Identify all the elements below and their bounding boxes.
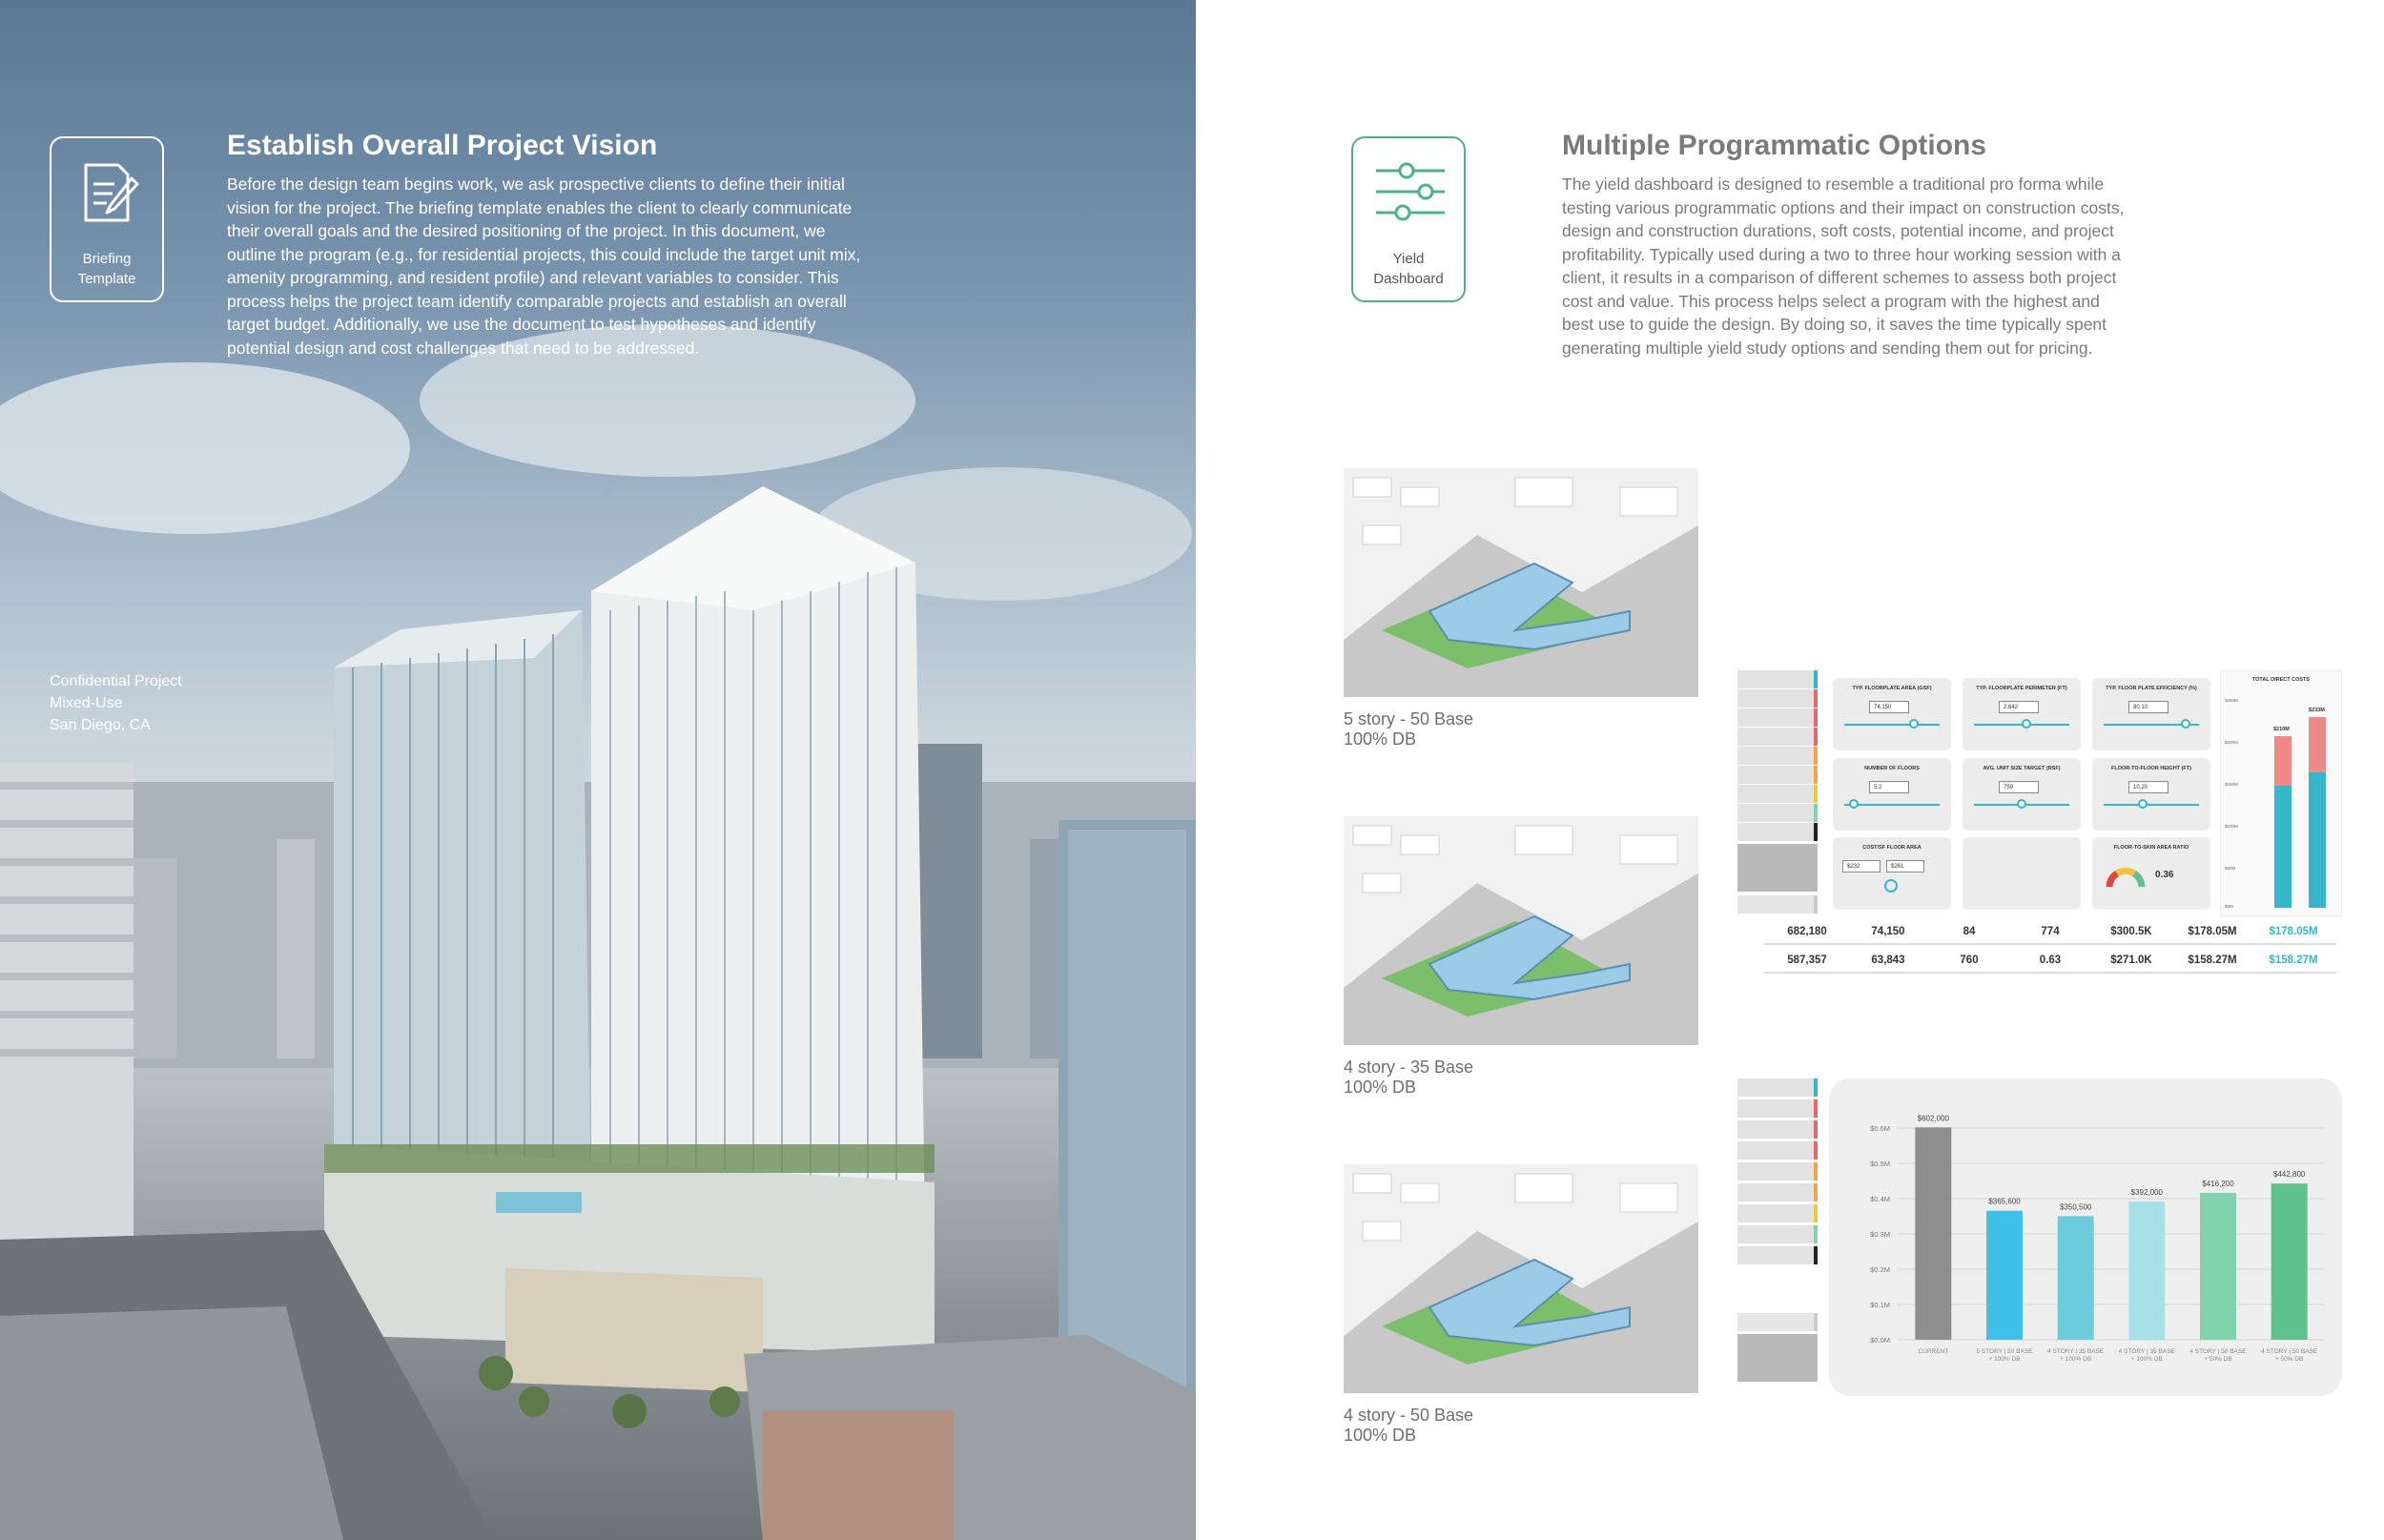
sidebar-nav-item[interactable] bbox=[1737, 823, 1818, 841]
right-body-line: generating multiple yield study options and sending them out for pricing. bbox=[1562, 338, 2093, 358]
slider-handle[interactable] bbox=[2181, 719, 2190, 729]
kpi-value: 63,843 bbox=[1871, 955, 1905, 966]
tdc-y-tick: $250M bbox=[2225, 698, 2238, 703]
right-body-line: cost and value. This process helps select a program with the highest and bbox=[1562, 291, 2100, 311]
scheme-comparison-chart bbox=[1829, 1078, 2342, 1396]
comparison-sidebar bbox=[1737, 1078, 1819, 1393]
sidebar-block bbox=[1737, 844, 1818, 892]
left-section-body bbox=[227, 173, 860, 359]
sidebar-nav-item[interactable] bbox=[1737, 1099, 1818, 1118]
kpi-value: $158.27M bbox=[2188, 955, 2237, 966]
option-2-title: 4 story - 35 Base bbox=[1344, 1057, 1474, 1077]
yield-dashboard-screen bbox=[1737, 670, 2342, 985]
sidebar-nav-item[interactable] bbox=[1737, 785, 1818, 803]
parameter-title: TYP. FLOORPLATE PERIMETER (FT) bbox=[1976, 686, 2067, 691]
kpi-caption bbox=[2250, 943, 2336, 945]
parameter-value-input[interactable]: 2,642 bbox=[1999, 701, 2039, 713]
parameter-slider[interactable] bbox=[1844, 804, 1940, 806]
slider-handle[interactable] bbox=[2022, 719, 2031, 729]
kpi-caption bbox=[2007, 943, 2093, 945]
kpi-caption bbox=[2169, 943, 2255, 945]
bar bbox=[2200, 1193, 2236, 1340]
document-pen-icon bbox=[74, 159, 143, 228]
right-body-line: The yield dashboard is designed to resemble a traditional pro forma while bbox=[1562, 175, 2105, 194]
kpi-caption bbox=[2250, 972, 2336, 974]
yield-label-line2: Dashboard bbox=[1373, 271, 1444, 287]
sliders-icon bbox=[1372, 159, 1449, 226]
kpi-caption bbox=[1926, 972, 2012, 974]
right-body-line: design and construction durations, soft costs, potential income, and project bbox=[1562, 221, 2114, 240]
parameter-slider[interactable] bbox=[1974, 724, 2069, 726]
parameter-tile bbox=[1833, 678, 1951, 750]
slider-handle[interactable] bbox=[1909, 719, 1919, 729]
left-body-line: target budget. Additionally, we use the document to test hypotheses and identify bbox=[227, 315, 816, 334]
left-section-title: Establish Overall Project Vision bbox=[227, 130, 658, 161]
tdc-bar-segment bbox=[2274, 736, 2292, 786]
parameter-title: FLOOR-TO-FLOOR HEIGHT (FT) bbox=[2111, 766, 2191, 771]
parameter-slider[interactable] bbox=[2104, 804, 2199, 806]
sidebar-block bbox=[1737, 1334, 1818, 1382]
total-direct-costs-panel bbox=[2220, 670, 2342, 916]
kpi-value: $300.5K bbox=[2110, 926, 2152, 937]
briefing-label-line1: Briefing bbox=[82, 251, 132, 267]
sidebar-nav-item[interactable] bbox=[1737, 1120, 1818, 1139]
bar bbox=[2128, 1201, 2165, 1340]
parameter-title: TYP. FLOORPLATE AREA (GSF) bbox=[1852, 686, 1932, 691]
sidebar-nav-item[interactable] bbox=[1737, 1183, 1818, 1201]
kpi-caption bbox=[2088, 972, 2174, 974]
kpi-value: 760 bbox=[1960, 955, 1979, 966]
briefing-template-card bbox=[50, 136, 164, 302]
project-type: Mixed-Use bbox=[50, 695, 123, 711]
project-name: Confidential Project bbox=[50, 673, 182, 689]
parameter-title: AVG. UNIT SIZE TARGET (RSF) bbox=[1983, 766, 2061, 771]
option-3-subtitle: 100% DB bbox=[1344, 1426, 1417, 1445]
tdc-bar-segment bbox=[2309, 717, 2326, 772]
parameter-slider[interactable] bbox=[2104, 724, 2199, 726]
dashboard-sidebar bbox=[1737, 670, 1819, 916]
bar-value-label: $392,000 bbox=[2130, 1187, 2164, 1197]
left-body-line: Before the design team begins work, we ask prospective clients to define their initial bbox=[227, 175, 845, 194]
kpi-value: 84 bbox=[1963, 926, 1976, 937]
kpi-value: $178.05M bbox=[2269, 926, 2318, 937]
kpi-caption bbox=[1764, 943, 1850, 945]
category-label: 4 STORY | 50 BASE + 50% DB bbox=[2189, 1348, 2247, 1363]
parameter-title: TYP. FLOOR PLATE EFFICIENCY (%) bbox=[2106, 686, 2197, 691]
bar-value-label: $602,000 bbox=[1917, 1114, 1950, 1123]
y-tick-label: $0.1M bbox=[1870, 1301, 1890, 1309]
right-body-line: best use to guide the design. By doing so, it saves the time typically spent bbox=[1562, 315, 2107, 334]
slider-handle[interactable] bbox=[1849, 799, 1859, 809]
category-label: 4 STORY | 35 BASE + 100% DB bbox=[2118, 1348, 2175, 1363]
right-section-body bbox=[1562, 173, 2124, 359]
option-1-title: 5 story - 50 Base bbox=[1344, 709, 1474, 729]
comparison-bar-chart bbox=[1829, 1078, 2342, 1396]
parameter-tile bbox=[1963, 758, 2081, 831]
tdc-y-tick: $100M bbox=[2225, 824, 2238, 829]
right-section-title: Multiple Programmatic Options bbox=[1562, 130, 1987, 161]
ratio-value: 0.36 bbox=[2155, 870, 2174, 880]
category-label: 4 STORY | 50 BASE + 50% DB bbox=[2261, 1348, 2318, 1363]
kpi-value: 682,180 bbox=[1787, 926, 1827, 937]
gauge-icon bbox=[2106, 864, 2146, 889]
bar bbox=[2271, 1183, 2308, 1340]
parameter-value-input[interactable]: 80.10 bbox=[2128, 701, 2168, 713]
tdc-bar-label: $233M bbox=[2309, 708, 2325, 713]
parameter-value-input[interactable]: 759 bbox=[1999, 781, 2039, 793]
sidebar-nav-item[interactable] bbox=[1737, 1162, 1818, 1181]
kpi-value: $271.0K bbox=[2110, 955, 2152, 966]
parameter-value-input[interactable]: 74,150 bbox=[1869, 701, 1909, 713]
parameter-value-input[interactable]: 10.20 bbox=[2128, 781, 2168, 793]
yield-dashboard-card bbox=[1351, 136, 1466, 302]
massing-diagram-option-1 bbox=[1344, 468, 1698, 697]
sidebar-nav-item[interactable] bbox=[1737, 1078, 1818, 1097]
y-tick-label: $0.6M bbox=[1870, 1124, 1890, 1133]
kpi-caption bbox=[2088, 943, 2174, 945]
option-2-subtitle: 100% DB bbox=[1344, 1078, 1417, 1097]
parameter-tile bbox=[1963, 678, 2081, 750]
kpi-caption bbox=[1845, 943, 1931, 945]
left-body-line: potential design and cost challenges that need to be addressed. bbox=[227, 338, 700, 358]
tdc-title: TOTAL DIRECT COSTS bbox=[2251, 677, 2311, 683]
y-tick-label: $0.5M bbox=[1870, 1160, 1890, 1168]
sidebar-nav-item[interactable] bbox=[1737, 728, 1818, 746]
project-info bbox=[50, 670, 182, 736]
left-body-line: process helps the project team identify comparable projects and establish an overall bbox=[227, 291, 847, 311]
kpi-value: $178.05M bbox=[2188, 926, 2237, 937]
option-2-caption bbox=[1344, 1057, 1473, 1098]
parameter-title: NUMBER OF FLOORS bbox=[1864, 766, 1920, 771]
kpi-caption bbox=[1845, 972, 1931, 974]
kpi-caption bbox=[1926, 943, 2012, 945]
floor-to-skin-tile bbox=[2092, 837, 2210, 910]
kpi-value: 74,150 bbox=[1871, 926, 1905, 937]
sidebar-nav-item[interactable] bbox=[1737, 670, 1818, 688]
parameter-tile bbox=[1833, 758, 1951, 831]
y-tick-label: $0.3M bbox=[1870, 1230, 1890, 1239]
massing-diagram-option-2 bbox=[1344, 816, 1698, 1045]
option-1-subtitle: 100% DB bbox=[1344, 729, 1417, 749]
ratio-tile-title: FLOOR-TO-SKIN AREA RATIO bbox=[2113, 845, 2189, 851]
yield-label-line1: Yield bbox=[1392, 251, 1425, 267]
right-body-line: client, it results in a comparison of different schemes to assess both project bbox=[1562, 268, 2117, 287]
cost-input-1[interactable]: $232 bbox=[1842, 860, 1880, 873]
cost-input-2[interactable]: $261 bbox=[1886, 860, 1924, 873]
y-tick-label: $0.4M bbox=[1870, 1195, 1890, 1203]
bar-value-label: $350,500 bbox=[2059, 1202, 2092, 1212]
category-label: 5 STORY | 50 BASE + 100% DB bbox=[1976, 1348, 2033, 1363]
sidebar-nav-item[interactable] bbox=[1737, 689, 1818, 708]
option-1-caption bbox=[1344, 709, 1473, 749]
sidebar-nav-item[interactable] bbox=[1737, 895, 1818, 914]
sidebar-nav-item[interactable] bbox=[1737, 1246, 1818, 1264]
tdc-y-tick: $150M bbox=[2225, 782, 2238, 787]
kpi-caption bbox=[2169, 972, 2255, 974]
left-body-line: their overall goals and the desired positioning of the project. In this document, we bbox=[227, 221, 826, 240]
kpi-caption bbox=[1764, 972, 1850, 974]
cost-tile-title: COST/SF FLOOR AREA bbox=[1862, 845, 1922, 851]
option-3-title: 4 story - 50 Base bbox=[1344, 1406, 1474, 1425]
parameter-value-input[interactable]: 5.2 bbox=[1869, 781, 1909, 793]
refresh-icon[interactable] bbox=[1884, 879, 1898, 893]
category-label: 4 STORY | 35 BASE + 100% DB bbox=[2047, 1348, 2105, 1363]
option-3-caption bbox=[1344, 1406, 1473, 1446]
kpi-caption bbox=[2007, 972, 2093, 974]
sidebar-nav-item[interactable] bbox=[1737, 708, 1818, 727]
bar bbox=[1986, 1211, 2023, 1340]
sidebar-nav-item[interactable] bbox=[1737, 1225, 1818, 1243]
kpi-value: 587,357 bbox=[1787, 955, 1827, 966]
tdc-y-tick: $0M bbox=[2225, 904, 2233, 909]
bar-value-label: $442,800 bbox=[2272, 1170, 2306, 1180]
parameter-slider[interactable] bbox=[1974, 804, 2069, 806]
kpi-value: 0.63 bbox=[2039, 955, 2062, 966]
empty-tile bbox=[1963, 837, 2081, 910]
project-location: San Diego, CA bbox=[50, 717, 151, 733]
y-tick-label: $0.0M bbox=[1870, 1336, 1890, 1345]
bar-value-label: $365,600 bbox=[1988, 1197, 2021, 1206]
category-label: CURRENT bbox=[1918, 1348, 1949, 1355]
sidebar-nav-item[interactable] bbox=[1737, 804, 1818, 822]
sidebar-nav-item[interactable] bbox=[1737, 1141, 1818, 1160]
parameter-tile bbox=[2092, 678, 2210, 750]
bar bbox=[2058, 1216, 2094, 1340]
sidebar-nav-item[interactable] bbox=[1737, 747, 1818, 765]
tdc-bar-label: $210M bbox=[2273, 727, 2290, 732]
tdc-y-tick: $50M bbox=[2225, 866, 2236, 871]
briefing-label-line2: Template bbox=[77, 271, 136, 287]
sidebar-nav-item[interactable] bbox=[1737, 1313, 1818, 1331]
right-body-line: profitability. Typically used during a two to three hour working session with a bbox=[1562, 244, 2121, 264]
y-tick-label: $0.2M bbox=[1870, 1265, 1890, 1274]
kpi-value: 774 bbox=[2041, 926, 2060, 937]
massing-diagram-option-3 bbox=[1344, 1164, 1698, 1393]
slider-handle[interactable] bbox=[2017, 799, 2026, 809]
left-body-line: amenity programming, and resident profile) and relevant variables to consider. This bbox=[227, 268, 839, 287]
sidebar-nav-item[interactable] bbox=[1737, 1204, 1818, 1222]
parameter-tile bbox=[2092, 758, 2210, 831]
left-body-line: outline the program (e.g., for residential projects, this could include the target unit mix, bbox=[227, 244, 861, 264]
slider-handle[interactable] bbox=[2138, 799, 2148, 809]
tdc-y-tick: $200M bbox=[2225, 740, 2238, 745]
parameter-slider[interactable] bbox=[1844, 724, 1940, 726]
sidebar-nav-item[interactable] bbox=[1737, 766, 1818, 784]
left-body-line: vision for the project. The briefing template enables the client to clearly communicate bbox=[227, 197, 853, 217]
bar-value-label: $416,200 bbox=[2202, 1180, 2234, 1189]
right-body-line: testing various programmatic options and their impact on construction costs, bbox=[1562, 197, 2125, 217]
cost-per-sf-tile bbox=[1833, 837, 1951, 910]
bar bbox=[1915, 1127, 1951, 1340]
kpi-value: $158.27M bbox=[2269, 955, 2318, 966]
